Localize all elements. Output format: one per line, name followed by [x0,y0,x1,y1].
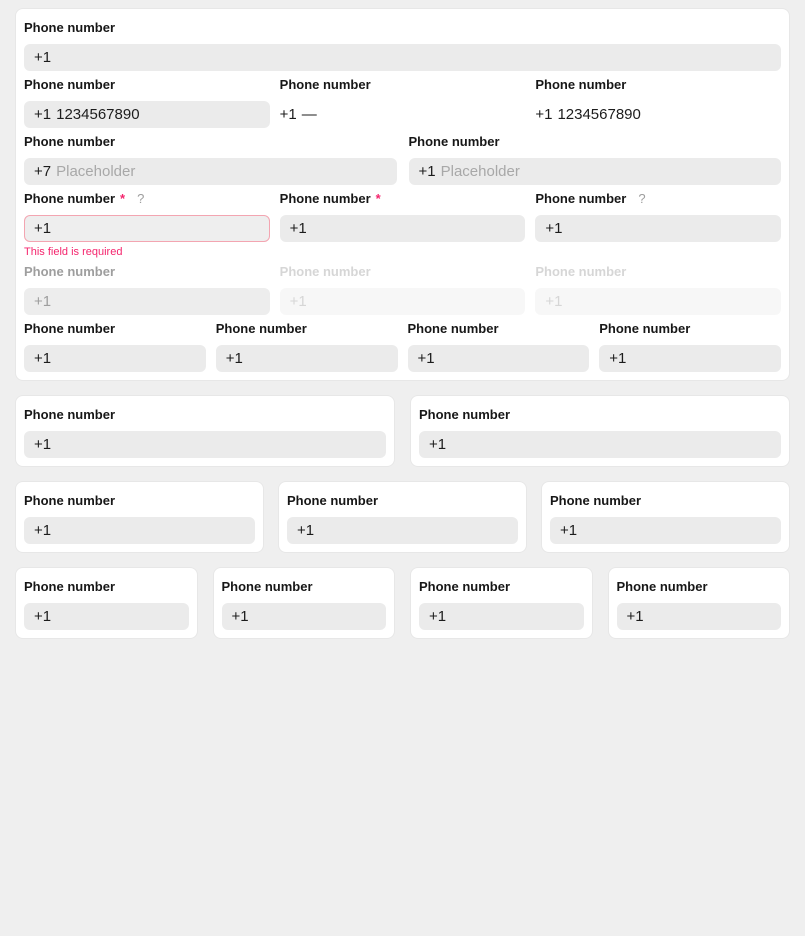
phone-field-filled [24,74,270,128]
dial-code: +1 [535,106,553,123]
dial-code: +1 [545,220,563,237]
phone-field [24,580,189,630]
phone-card [15,395,395,467]
phone-number-label: Phone number [221,579,313,594]
phone-field [222,580,387,630]
dial-code: +1 [34,522,52,539]
dial-code: +1 [417,350,435,367]
phone-field-view-filled [535,74,781,128]
four-column-card-row [15,567,790,639]
phone-number-label: Phone number ? [535,191,646,206]
phone-number-input-disabled [535,288,781,315]
phone-number-input[interactable] [408,345,590,372]
phone-field-placeholder-ru [24,131,397,185]
dial-code: +1 [34,293,52,310]
phone-number-input-error[interactable] [24,215,270,242]
phone-field-error [24,188,270,258]
phone-number-input[interactable] [24,101,270,128]
phone-card [15,567,198,639]
dial-code: +1 [34,608,52,625]
help-icon[interactable]: ? [137,191,145,206]
phone-number-input[interactable] [24,517,255,544]
phone-number-label: Phone number [279,77,371,92]
dial-code: +1 [34,436,52,453]
phone-field [24,494,255,544]
dial-code: +1 [545,293,563,310]
phone-field-disabled [24,261,270,315]
dial-code: +1 [609,350,627,367]
phone-field-disabled-faded [280,261,526,315]
dial-code: +1 [34,350,52,367]
phone-number-input[interactable] [617,603,782,630]
phone-number-input[interactable] [550,517,781,544]
dial-code: +1 [289,220,307,237]
phone-number-label: Phone number [24,77,116,92]
dial-code: +1 [297,522,315,539]
phone-number-input[interactable] [287,517,518,544]
phone-number-label: Phone number [616,579,708,594]
phone-field-required [280,188,526,258]
dial-code: +1 [225,350,243,367]
phone-card [15,481,264,553]
dial-code: +1 [34,220,52,237]
dial-code: +7 [34,163,52,180]
phone-number-input-disabled [280,288,526,315]
phone-inputs-showcase-card [15,8,790,381]
phone-number-input[interactable] [535,215,781,242]
dial-code: +1 [34,106,52,123]
phone-field-narrow [408,318,590,372]
phone-field [24,408,386,458]
phone-field-narrow [216,318,398,372]
phone-number-label: Phone number [24,579,116,594]
phone-field-narrow [24,318,206,372]
required-asterisk: * [120,191,126,206]
phone-field-narrow [599,318,781,372]
phone-number-input[interactable] [419,603,584,630]
phone-number-label: Phone number * ? [24,191,145,206]
phone-number-input[interactable] [216,345,398,372]
phone-field [419,580,584,630]
required-asterisk: * [375,191,381,206]
dial-code: +1 [418,163,436,180]
dial-code: +1 [560,522,578,539]
phone-number-label: Phone number [535,77,627,92]
phone-number-value-text [535,101,781,128]
phone-number-label: Phone number [419,407,511,422]
phone-number-input[interactable] [24,44,781,71]
phone-number-input[interactable] [24,431,386,458]
phone-field-view-empty [280,74,526,128]
dial-code: +1 [231,608,249,625]
phone-field-help [535,188,781,258]
phone-number-label: Phone number [24,20,116,35]
phone-number-label: Phone number [599,321,691,336]
phone-card [541,481,790,553]
phone-number-label: Phone number [535,264,627,279]
phone-number-value: 1234567890 [557,106,641,123]
phone-number-input[interactable] [280,215,526,242]
phone-card [608,567,791,639]
phone-number-label: Phone number [24,134,116,149]
phone-number-label: Phone number [215,321,307,336]
phone-number-label: Phone number [279,264,371,279]
phone-number-input[interactable] [599,345,781,372]
phone-number-input[interactable] [409,158,782,185]
phone-number-label: Phone number [24,493,116,508]
phone-number-input[interactable] [24,603,189,630]
phone-number-input-disabled [24,288,270,315]
empty-value-dash: — [301,106,317,123]
phone-number-label: Phone number [419,579,511,594]
phone-number-label: Phone number [24,264,116,279]
dial-code: +1 [429,436,447,453]
placeholder-text: Placeholder [56,163,136,180]
two-column-card-row [15,395,790,467]
dial-code: +1 [289,293,307,310]
help-icon[interactable]: ? [638,191,646,206]
placeholder-text: Placeholder [440,163,520,180]
dial-code: +1 [626,608,644,625]
dial-code: +1 [34,49,52,66]
phone-card [278,481,527,553]
error-message: This field is required [24,246,123,258]
phone-number-label: Phone number [408,134,500,149]
phone-field [419,408,781,458]
phone-number-input[interactable] [419,431,781,458]
phone-number-input[interactable] [24,158,397,185]
phone-card [410,395,790,467]
phone-number-label: Phone number [287,493,379,508]
phone-number-value: 1234567890 [56,106,140,123]
phone-field-placeholder-us [409,131,782,185]
phone-number-label: Phone number [24,407,116,422]
phone-number-label: Phone number * [279,191,381,206]
phone-field-default [24,17,781,71]
phone-number-input[interactable] [24,345,206,372]
phone-field [287,494,518,544]
phone-card [213,567,396,639]
phone-number-value-text [280,101,526,128]
phone-field [617,580,782,630]
phone-number-label: Phone number [407,321,499,336]
dial-code: +1 [279,106,297,123]
three-column-card-row [15,481,790,553]
dial-code: +1 [429,608,447,625]
phone-number-input[interactable] [222,603,387,630]
phone-field [550,494,781,544]
phone-field-disabled-faded [535,261,781,315]
phone-number-label: Phone number [550,493,642,508]
phone-number-label: Phone number [24,321,116,336]
phone-card [410,567,593,639]
